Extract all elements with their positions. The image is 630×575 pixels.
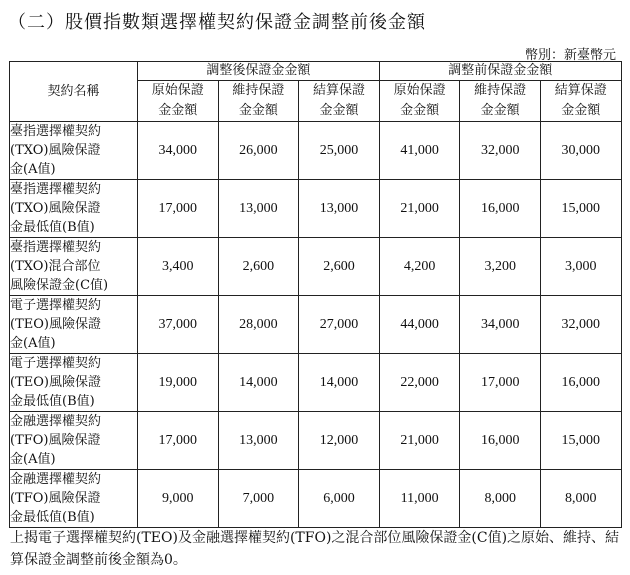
amount-cell: 3,000 [540,238,621,296]
amount-cell: 17,000 [138,412,219,470]
amount-cell: 13,000 [299,180,380,238]
amount-cell: 22,000 [379,354,460,412]
contract-name-cell: 金融選擇權契約 (TFO)風險保證 金(A值) [10,412,138,470]
column-header: 結算保證 金金額 [540,81,621,122]
column-header: 原始保證 金金額 [379,81,460,122]
amount-cell: 13,000 [218,412,299,470]
amount-cell: 3,200 [460,238,541,296]
amount-cell: 30,000 [540,122,621,180]
table-row [10,354,622,412]
amount-cell: 13,000 [218,180,299,238]
table-row [10,412,622,470]
contract-name-cell: 金融選擇權契約 (TFO)風險保證 金最低值(B值) [10,470,138,528]
amount-cell: 14,000 [299,354,380,412]
group-header-after: 調整後保證金金額 [138,62,380,81]
contract-name-cell: 臺指選擇權契約 (TXO)混合部位 風險保證金(C值) [10,238,138,296]
header-row-groups [10,62,622,81]
amount-cell: 28,000 [218,296,299,354]
amount-cell: 2,600 [299,238,380,296]
contract-name-cell: 電子選擇權契約 (TEO)風險保證 金最低值(B值) [10,354,138,412]
amount-cell: 17,000 [460,354,541,412]
amount-cell: 16,000 [540,354,621,412]
amount-cell: 21,000 [379,180,460,238]
amount-cell: 21,000 [379,412,460,470]
group-header-before: 調整前保證金金額 [379,62,621,81]
column-header: 結算保證 金金額 [299,81,380,122]
amount-cell: 16,000 [460,412,541,470]
page-title: （二）股價指數類選擇權契約保證金調整前後金額 [8,12,426,33]
margin-table [9,61,622,528]
column-header: 維持保證 金金額 [218,81,299,122]
currency-note: 幣別：新臺幣元 [524,48,616,63]
table-row [10,470,622,528]
amount-cell: 2,600 [218,238,299,296]
amount-cell: 34,000 [460,296,541,354]
footnote: 上揭電子選擇權契約(TEO)及金融選擇權契約(TFO)之混合部位風險保證金(C值)之原始、維持、結算保證金調整前後金額為0。 [10,530,620,568]
amount-cell: 8,000 [460,470,541,528]
amount-cell: 4,200 [379,238,460,296]
amount-cell: 15,000 [540,412,621,470]
amount-cell: 14,000 [218,354,299,412]
amount-cell: 6,000 [299,470,380,528]
amount-cell: 17,000 [138,180,219,238]
contract-name-cell: 臺指選擇權契約 (TXO)風險保證 金最低值(B值) [10,180,138,238]
amount-cell: 44,000 [379,296,460,354]
amount-cell: 15,000 [540,180,621,238]
amount-cell: 34,000 [138,122,219,180]
amount-cell: 8,000 [540,470,621,528]
table-row [10,296,622,354]
amount-cell: 32,000 [460,122,541,180]
column-header: 原始保證 金金額 [138,81,219,122]
amount-cell: 26,000 [218,122,299,180]
table-row [10,122,622,180]
amount-cell: 7,000 [218,470,299,528]
amount-cell: 25,000 [299,122,380,180]
amount-cell: 16,000 [460,180,541,238]
contract-name-cell: 電子選擇權契約 (TEO)風險保證 金(A值) [10,296,138,354]
amount-cell: 41,000 [379,122,460,180]
amount-cell: 9,000 [138,470,219,528]
amount-cell: 32,000 [540,296,621,354]
column-header: 維持保證 金金額 [460,81,541,122]
amount-cell: 37,000 [138,296,219,354]
table-row [10,180,622,238]
contract-name-header: 契約名稱 [10,62,138,122]
amount-cell: 11,000 [379,470,460,528]
amount-cell: 12,000 [299,412,380,470]
amount-cell: 3,400 [138,238,219,296]
table-body [10,122,622,528]
amount-cell: 19,000 [138,354,219,412]
table-row [10,238,622,296]
amount-cell: 27,000 [299,296,380,354]
contract-name-cell: 臺指選擇權契約 (TXO)風險保證 金(A值) [10,122,138,180]
